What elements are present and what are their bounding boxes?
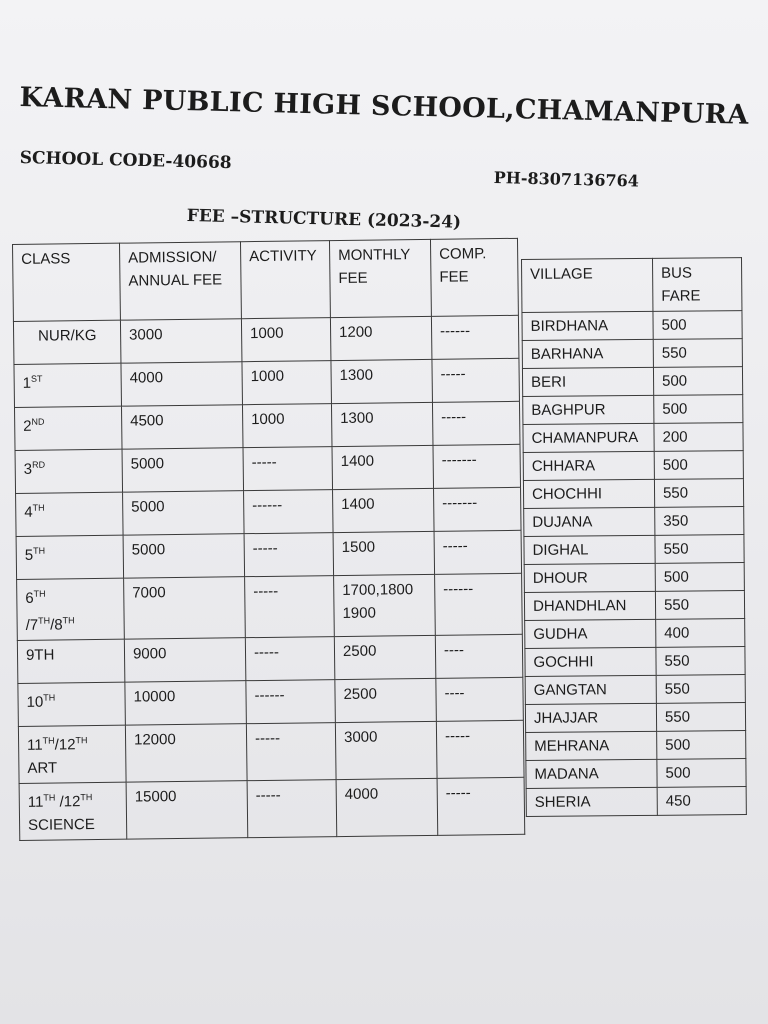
class-cell: 11TH/12TH ART [18,725,126,783]
monthly-fee-cell: 1400 [332,445,434,489]
col-header-admission: ADMISSION/ ANNUAL FEE [119,242,241,320]
monthly-fee-cell: 1300 [331,359,433,403]
comp-fee-cell: ---- [435,634,523,678]
activity-fee-cell: ----- [247,780,337,838]
village-cell: JHAJJAR [525,703,656,732]
table-row [16,530,521,579]
monthly-fee-cell: 4000 [336,778,438,836]
monthly-fee-cell: 2500 [334,635,436,679]
table-row [17,573,523,640]
col-header-village: VILLAGE [522,258,653,312]
class-cell: 5TH [16,535,124,579]
activity-fee-cell: 1000 [242,361,332,405]
class-cell: 2ND [14,406,122,450]
table-row [525,619,745,649]
activity-fee-cell: ----- [246,723,336,781]
village-cell: GUDHA [525,619,656,648]
table-row [525,647,745,677]
table-row [524,507,744,537]
fare-cell: 550 [653,339,742,368]
table-row [16,487,521,536]
admission-fee-cell: 5000 [123,534,245,578]
activity-fee-cell: ----- [243,447,333,491]
comp-fee-cell: ----- [432,401,520,445]
phone-number: PH-8307136764 [493,168,640,191]
monthly-fee-cell: 1200 [330,316,432,360]
table-row [17,634,522,683]
activity-fee-cell: ------ [244,490,334,534]
table-row [522,339,742,369]
admission-fee-cell: 5000 [122,448,244,492]
table-row [523,423,743,453]
village-cell: CHHARA [523,451,654,480]
table-row [523,451,743,481]
village-cell: GANGTAN [525,675,656,704]
admission-fee-cell: 4500 [121,405,243,449]
village-cell: MEHRANA [526,731,657,760]
school-code: SCHOOL CODE-40668 [19,148,232,174]
comp-fee-cell: ---- [436,677,524,721]
village-cell: DIGHAL [524,535,655,564]
class-cell: 3RD [15,449,123,493]
bus-table-header-row [522,258,742,313]
table-row [526,787,746,817]
col-header-class: CLASS [13,243,121,321]
fare-cell: 500 [655,563,744,592]
admission-fee-cell: 3000 [120,319,242,363]
activity-fee-cell: 1000 [242,404,332,448]
village-cell: DHANDHLAN [524,591,655,620]
monthly-fee-cell: 3000 [335,721,437,779]
fee-structure-heading: FEE –STRUCTURE (2023-24) [186,206,462,233]
comp-fee-cell: ------ [431,315,519,359]
activity-fee-cell: ----- [244,533,334,577]
fare-cell: 500 [657,759,746,788]
col-header-comp: COMP. FEE [430,238,518,316]
monthly-fee-cell: 1300 [331,402,433,446]
fee-structure-table [12,238,525,841]
fare-cell: 550 [656,703,745,732]
class-cell: NUR/KG [13,320,121,364]
bus-fare-table [521,257,747,817]
village-cell: CHAMANPURA [523,423,654,452]
comp-fee-cell: ----- [434,530,522,574]
class-cell: 11TH /12TH SCIENCE [19,782,127,840]
fare-cell: 550 [654,479,743,508]
monthly-fee-cell: 1400 [333,488,435,532]
table-row [526,759,746,789]
fare-cell: 500 [653,311,742,340]
table-row [523,395,743,425]
village-cell: BIRDHANA [522,311,653,340]
village-cell: BARHANA [522,339,653,368]
table-row [14,401,519,450]
class-cell: 1ST [14,363,122,407]
monthly-fee-cell: 2500 [335,678,437,722]
fare-cell: 350 [655,507,744,536]
table-row [524,535,744,565]
village-cell: GOCHHI [525,647,656,676]
table-row [523,479,743,509]
village-cell: SHERIA [526,787,657,816]
activity-fee-cell: ----- [245,637,335,681]
fare-cell: 550 [655,591,744,620]
admission-fee-cell: 5000 [123,491,245,535]
admission-fee-cell: 9000 [124,638,246,682]
monthly-fee-cell: 1700,1800 1900 [334,574,436,636]
comp-fee-cell: ----- [432,358,520,402]
activity-fee-cell: ------ [246,680,336,724]
comp-fee-cell: ------- [433,444,521,488]
village-cell: DHOUR [524,563,655,592]
table-row [522,311,742,341]
table-row [524,591,744,621]
class-cell: 6TH /7TH/8TH [17,578,125,640]
village-cell: BERI [522,367,653,396]
fare-cell: 200 [654,423,743,452]
school-name: KARAN PUBLIC HIGH SCHOOL,CHAMANPURA [19,82,749,131]
fare-cell: 500 [654,451,743,480]
table-row [18,720,524,783]
fare-cell: 500 [657,731,746,760]
class-cell: 10TH [18,682,126,726]
village-cell: DUJANA [524,507,655,536]
admission-fee-cell: 10000 [125,681,247,725]
fare-cell: 500 [653,367,742,396]
comp-fee-cell: ------- [434,487,522,531]
table-row [524,563,744,593]
village-cell: MADANA [526,759,657,788]
activity-fee-cell: ----- [245,576,335,638]
fee-table-header-row [13,238,519,321]
fare-cell: 500 [654,395,743,424]
table-row [525,675,745,705]
table-row [18,677,523,726]
comp-fee-cell: ----- [436,720,524,778]
table-row [13,315,518,364]
fare-cell: 550 [655,535,744,564]
monthly-fee-cell: 1500 [333,531,435,575]
table-row [522,367,742,397]
table-row [526,731,746,761]
table-row [15,444,520,493]
activity-fee-cell: 1000 [241,318,331,362]
fare-cell: 550 [656,675,745,704]
fare-cell: 400 [656,619,745,648]
comp-fee-cell: ----- [437,777,525,835]
village-cell: CHOCHHI [523,479,654,508]
admission-fee-cell: 4000 [121,362,243,406]
table-row [19,777,525,840]
table-row [14,358,519,407]
comp-fee-cell: ------ [435,573,523,635]
col-header-bus-fare: BUS FARE [652,258,741,312]
fare-cell: 550 [656,647,745,676]
admission-fee-cell: 15000 [126,781,248,839]
class-cell: 9TH [17,639,125,683]
admission-fee-cell: 7000 [124,577,246,639]
village-cell: BAGHPUR [523,395,654,424]
fare-cell: 450 [657,787,746,816]
col-header-activity: ACTIVITY [240,241,330,319]
class-cell: 4TH [16,492,124,536]
col-header-monthly: MONTHLY FEE [329,239,431,317]
table-row [525,703,745,733]
admission-fee-cell: 12000 [125,724,247,782]
